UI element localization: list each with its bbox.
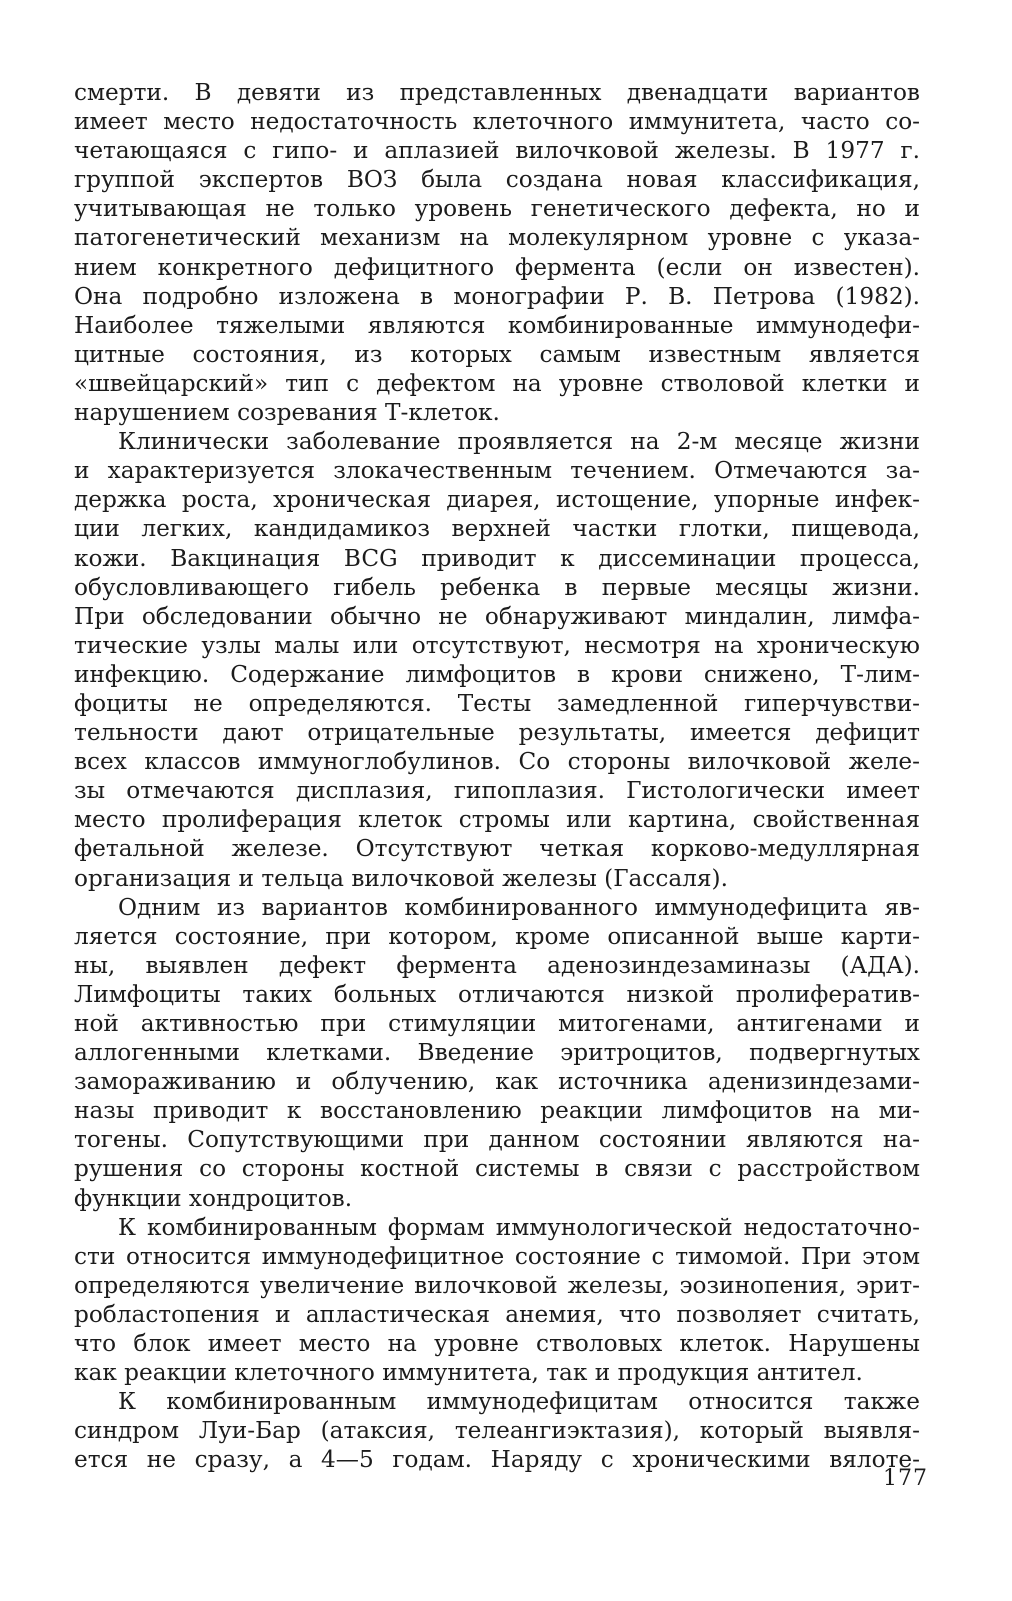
text-line: тельности дают отрицательные результаты, имеется дефицит: [74, 719, 920, 747]
paragraph-5: [74, 1387, 920, 1474]
text-line: тические узлы малы или отсутствуют, несмотря на хроническую: [74, 631, 920, 659]
text-line: К комбинированным формам иммунологической недостаточно-: [118, 1213, 920, 1241]
text-line: При обследовании обычно не обнаруживают миндалин, лимфа-: [74, 602, 920, 630]
text-line: организация и тельца вилочковой железы (Гассаля).: [74, 864, 728, 892]
text-line: функции хондроцитов.: [74, 1184, 353, 1212]
text-line: всех классов иммуноглобулинов. Со стороны вилочковой желе-: [74, 748, 920, 776]
text-line: Она подробно изложена в монографии Р. В. Петрова (1982).: [74, 282, 920, 310]
page-text: [74, 78, 920, 1475]
text-line: сти относится иммунодефицитное состояние с тимомой. При этом: [74, 1242, 920, 1270]
text-line: фетальной железе. Отсутствуют четкая корково-медуллярная: [74, 835, 920, 863]
text-line: имеет место недостаточность клеточного иммунитета, часто со-: [74, 108, 920, 136]
text-line: «швейцарский» тип с дефектом на уровне стволовой клетки и: [74, 369, 920, 397]
text-line: робластопения и апластическая анемия, что позволяет считать,: [74, 1300, 920, 1328]
text-line: Клинически заболевание проявляется на 2-м месяце жизни: [118, 428, 920, 456]
text-line: держка роста, хроническая диарея, истощение, упорные инфек-: [74, 486, 920, 514]
text-line: К комбинированным иммунодефицитам относится также: [118, 1388, 920, 1416]
text-line: место пролиферация клеток стромы или картина, свойственная: [74, 806, 920, 834]
text-line: обусловливающего гибель ребенка в первые месяцы жизни.: [74, 573, 920, 601]
text-line: нием конкретного дефицитного фермента (если он известен).: [74, 253, 920, 281]
paragraph-2: [74, 427, 920, 893]
text-line: четающаяся с гипо- и аплазией вилочковой железы. В 1977 г.: [74, 137, 920, 165]
text-line: фоциты не определяются. Тесты замедленной гиперчувстви-: [74, 689, 920, 717]
text-line: Лимфоциты таких больных отличаются низкой пролифератив-: [74, 980, 920, 1008]
text-line: цитные состояния, из которых самым известным является: [74, 340, 920, 368]
text-line: нарушением созревания Т-клеток.: [74, 399, 500, 427]
text-line: Одним из вариантов комбинированного иммунодефицита яв-: [118, 893, 920, 921]
text-line: назы приводит к восстановлению реакции лимфоцитов на ми-: [74, 1097, 920, 1125]
paragraph-4: [74, 1213, 920, 1388]
text-line: зы отмечаются дисплазия, гипоплазия. Гистологически имеет: [74, 777, 920, 805]
text-line: тогены. Сопутствующими при данном состоянии являются на-: [74, 1126, 920, 1154]
text-line: группой экспертов ВОЗ была создана новая классификация,: [74, 166, 920, 194]
page-number: 177: [883, 1466, 928, 1491]
paragraph-1: [74, 78, 920, 427]
text-line: Наиболее тяжелыми являются комбинированные иммунодефи-: [74, 311, 920, 339]
text-line: учитывающая не только уровень генетического дефекта, но и: [74, 195, 920, 223]
text-line: определяются увеличение вилочковой железы, эозинопения, эрит-: [74, 1271, 920, 1299]
text-line: синдром Луи-Бар (атаксия, телеангиэктазия), который выявля-: [74, 1417, 920, 1445]
text-line: патогенетический механизм на молекулярном уровне с указа-: [74, 224, 920, 252]
text-line: замораживанию и облучению, как источника аденизиндезами-: [74, 1068, 920, 1096]
text-line: как реакции клеточного иммунитета, так и продукция антител.: [74, 1359, 863, 1387]
text-line: ляется состояние, при котором, кроме описанной выше карти-: [74, 922, 920, 950]
paragraph-3: [74, 893, 920, 1213]
text-line: смерти. В девяти из представленных двенадцати вариантов: [74, 79, 920, 106]
text-line: что блок имеет место на уровне стволовых клеток. Нарушены: [74, 1330, 920, 1358]
text-line: ется не сразу, а 4—5 годам. Наряду с хроническими вялоте-: [74, 1446, 920, 1474]
text-line: ции легких, кандидамикоз верхней частки глотки, пищевода,: [74, 515, 920, 543]
text-line: рушения со стороны костной системы в связи с расстройством: [74, 1155, 920, 1183]
text-line: инфекцию. Содержание лимфоцитов в крови снижено, Т-лим-: [74, 660, 920, 688]
text-line: ны, выявлен дефект фермента аденозиндезаминазы (АДА).: [74, 951, 920, 979]
text-line: и характеризуется злокачественным течением. Отмечаются за-: [74, 457, 920, 485]
text-line: ной активностью при стимуляции митогенами, антигенами и: [74, 1010, 920, 1037]
text-line: аллогенными клетками. Введение эритроцитов, подвергнутых: [74, 1039, 920, 1067]
text-line: кожи. Вакцинация BCG приводит к диссеминации процесса,: [74, 544, 920, 572]
